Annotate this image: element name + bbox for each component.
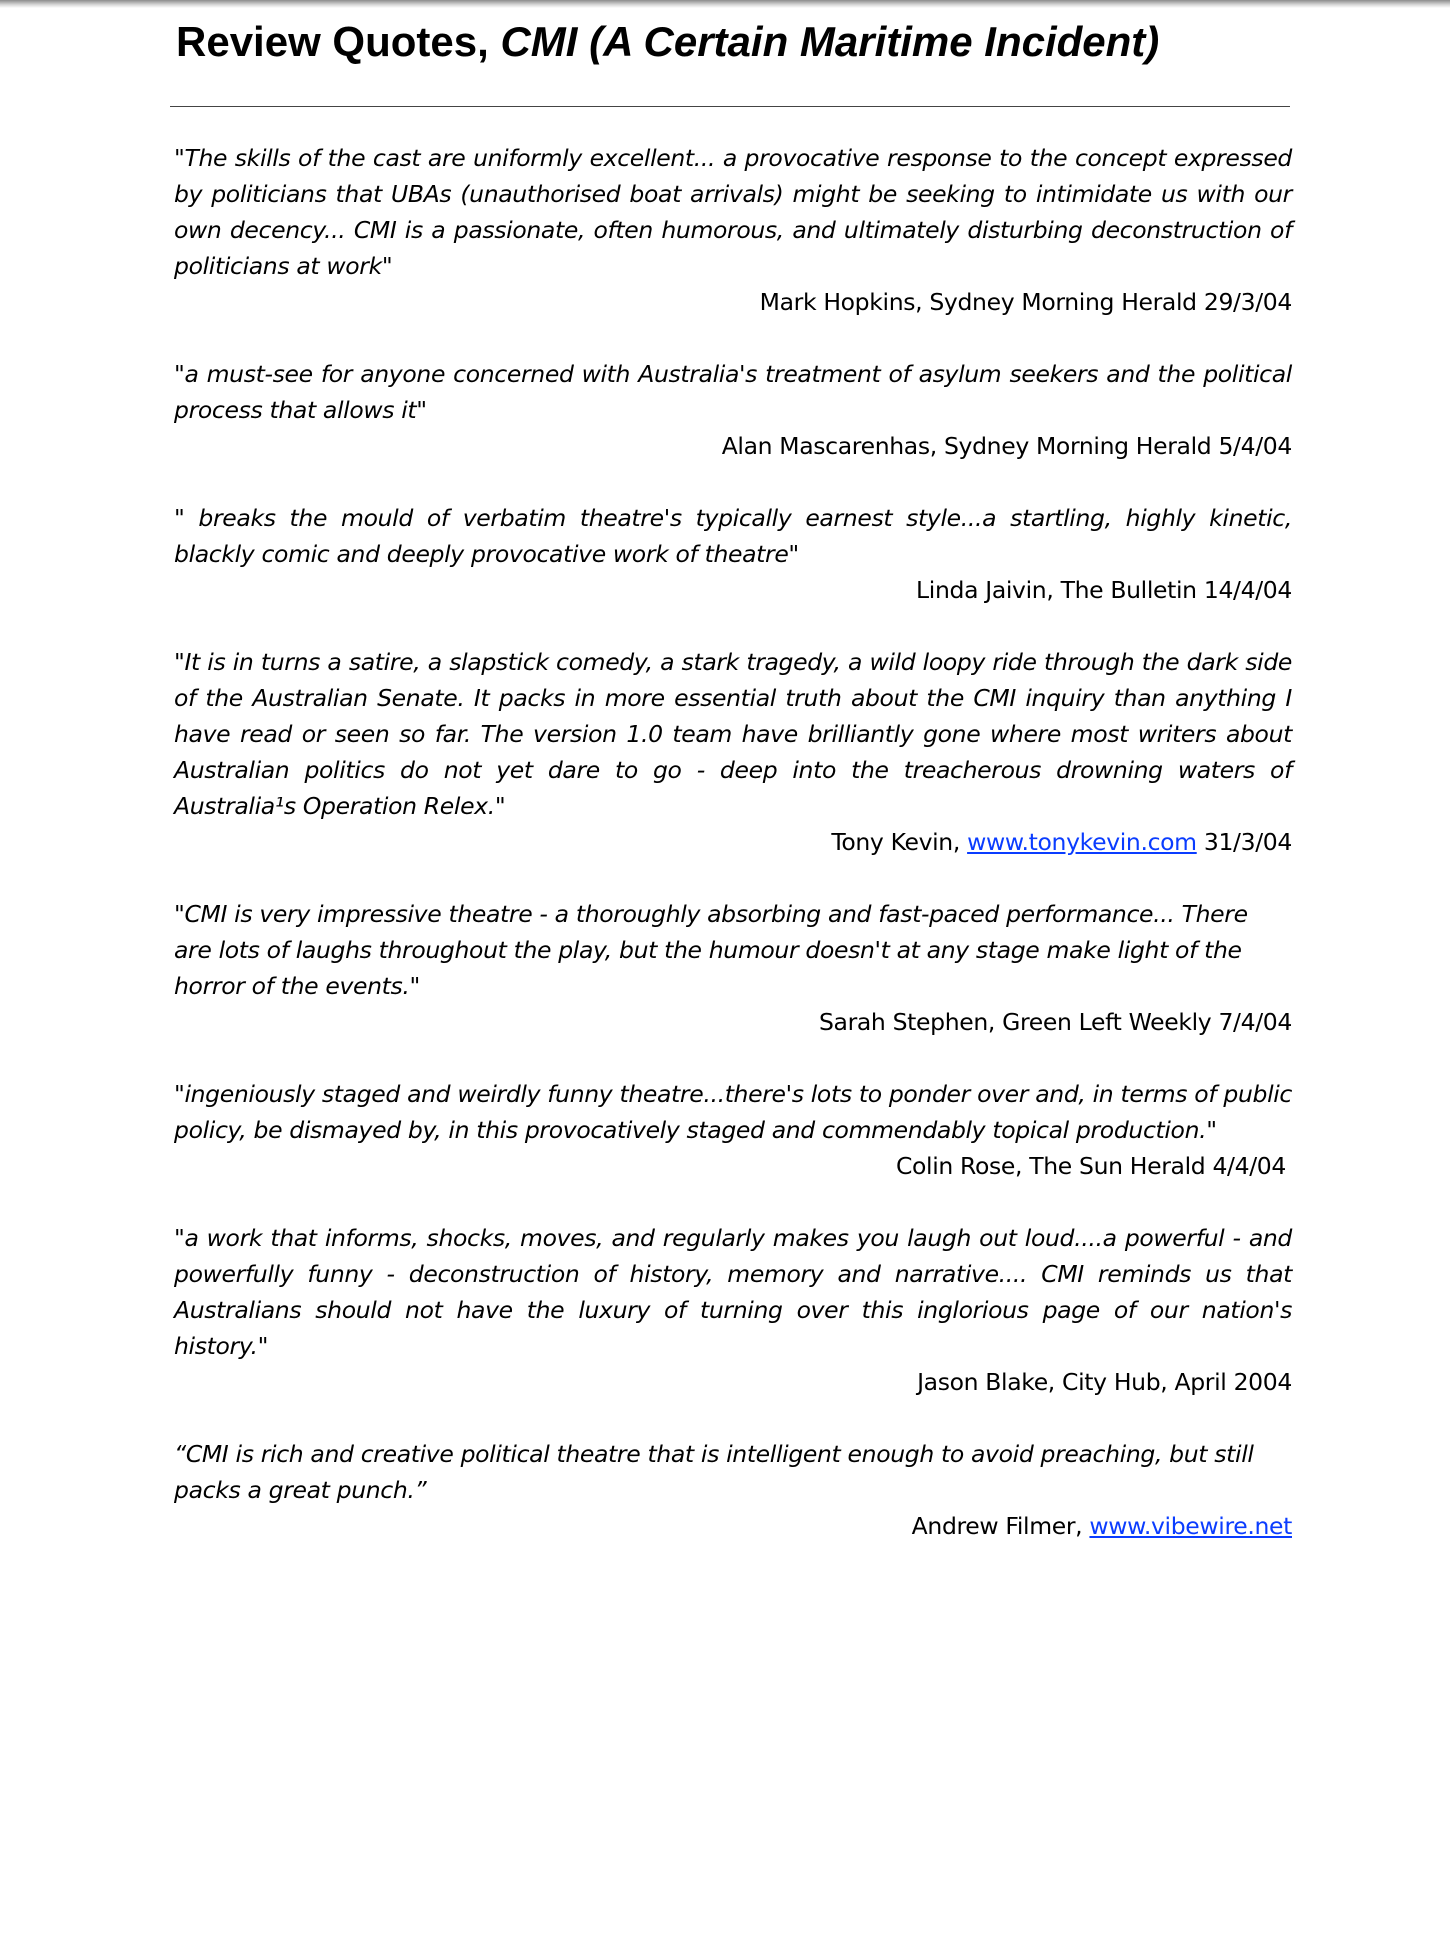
review-item: [174, 1436, 1292, 1544]
review-attribution: Alan Mascarenhas, Sydney Morning Herald 5/4/04: [721, 432, 1292, 460]
review-author: Andrew Filmer,: [911, 1512, 1090, 1540]
review-item: [174, 1076, 1292, 1184]
review-item: [174, 356, 1292, 464]
review-quote: "ingeniously staged and weirdly funny theatre...there's lots to ponder over and, in terms of public policy, be dismayed by, in this provocatively staged and commendably topical production.": [174, 1080, 1292, 1144]
review-list: [174, 140, 1292, 1544]
review-attribution: Jason Blake, City Hub, April 2004: [917, 1368, 1292, 1396]
review-attribution: Colin Rose, The Sun Herald 4/4/04: [895, 1152, 1286, 1180]
review-quote: "a must-see for anyone concerned with Australia's treatment of asylum seekers and the political process that allows it": [174, 360, 1292, 424]
page-title-italic: CMI (A Certain Maritime Incident): [500, 18, 1160, 65]
review-quote: " breaks the mould of verbatim theatre's typically earnest style...a startling, highly kinetic, blackly comic and deeply provocative work of theatre": [174, 504, 1292, 568]
review-attribution: [174, 824, 1292, 860]
review-item: [174, 140, 1292, 320]
review-quote: "It is in turns a satire, a slapstick comedy, a stark tragedy, a wild loopy ride through the dark side of the Australian Senate. It packs in more essential truth about the CMI inquiry than anything I have read or seen so far. The version 1.0 team have brilliantly gone where most writers about Australian politics do not yet dare to go - deep into the treacherous drowning waters of Australia¹s Operation Relex.": [174, 648, 1292, 820]
review-date: 31/3/04: [1196, 828, 1292, 856]
review-attribution: Linda Jaivin, The Bulletin 14/4/04: [916, 576, 1292, 604]
review-quote: "a work that informs, shocks, moves, and regularly makes you laugh out loud....a powerful - and powerfully funny - deconstruction of history, memory and narrative.... CMI reminds us that Australians should not have the luxury of turning over this inglorious page of our nation's history.": [174, 1224, 1292, 1360]
document-page: [174, 14, 1292, 1580]
review-attribution: Mark Hopkins, Sydney Morning Herald 29/3/04: [759, 288, 1292, 316]
page-title-prefix: Review Quotes,: [176, 18, 501, 65]
review-quote: "The skills of the cast are uniformly excellent... a provocative response to the concept expressed by politicians that UBAs (unauthorised boat arrivals) might be seeking to intimidate us with our own decency... CMI is a passionate, often humorous, and ultimately disturbing deconstruction of politicians at work": [174, 144, 1292, 280]
title-divider: [170, 106, 1290, 107]
viewer-top-shadow: [0, 0, 1450, 8]
review-quote: "CMI is very impressive theatre - a thoroughly absorbing and fast-paced performance... There are lots of laughs throughout the play, but the humour doesn't at any stage make light of the horror of the events.": [174, 900, 1248, 1000]
review-item: [174, 644, 1292, 860]
review-quote: “CMI is rich and creative political theatre that is intelligent enough to avoid preaching, but still packs a great punch.”: [174, 1440, 1254, 1504]
review-author: Tony Kevin,: [831, 828, 968, 856]
review-attribution: Sarah Stephen, Green Left Weekly 7/4/04: [818, 1008, 1292, 1036]
review-item: [174, 500, 1292, 608]
review-author-link[interactable]: www.tonykevin.com: [967, 828, 1197, 856]
page-title: [174, 14, 1292, 70]
review-attribution: [174, 1508, 1292, 1544]
review-author-link[interactable]: www.vibewire.net: [1089, 1512, 1292, 1540]
review-item: [174, 1220, 1292, 1400]
review-item: [174, 896, 1292, 1040]
